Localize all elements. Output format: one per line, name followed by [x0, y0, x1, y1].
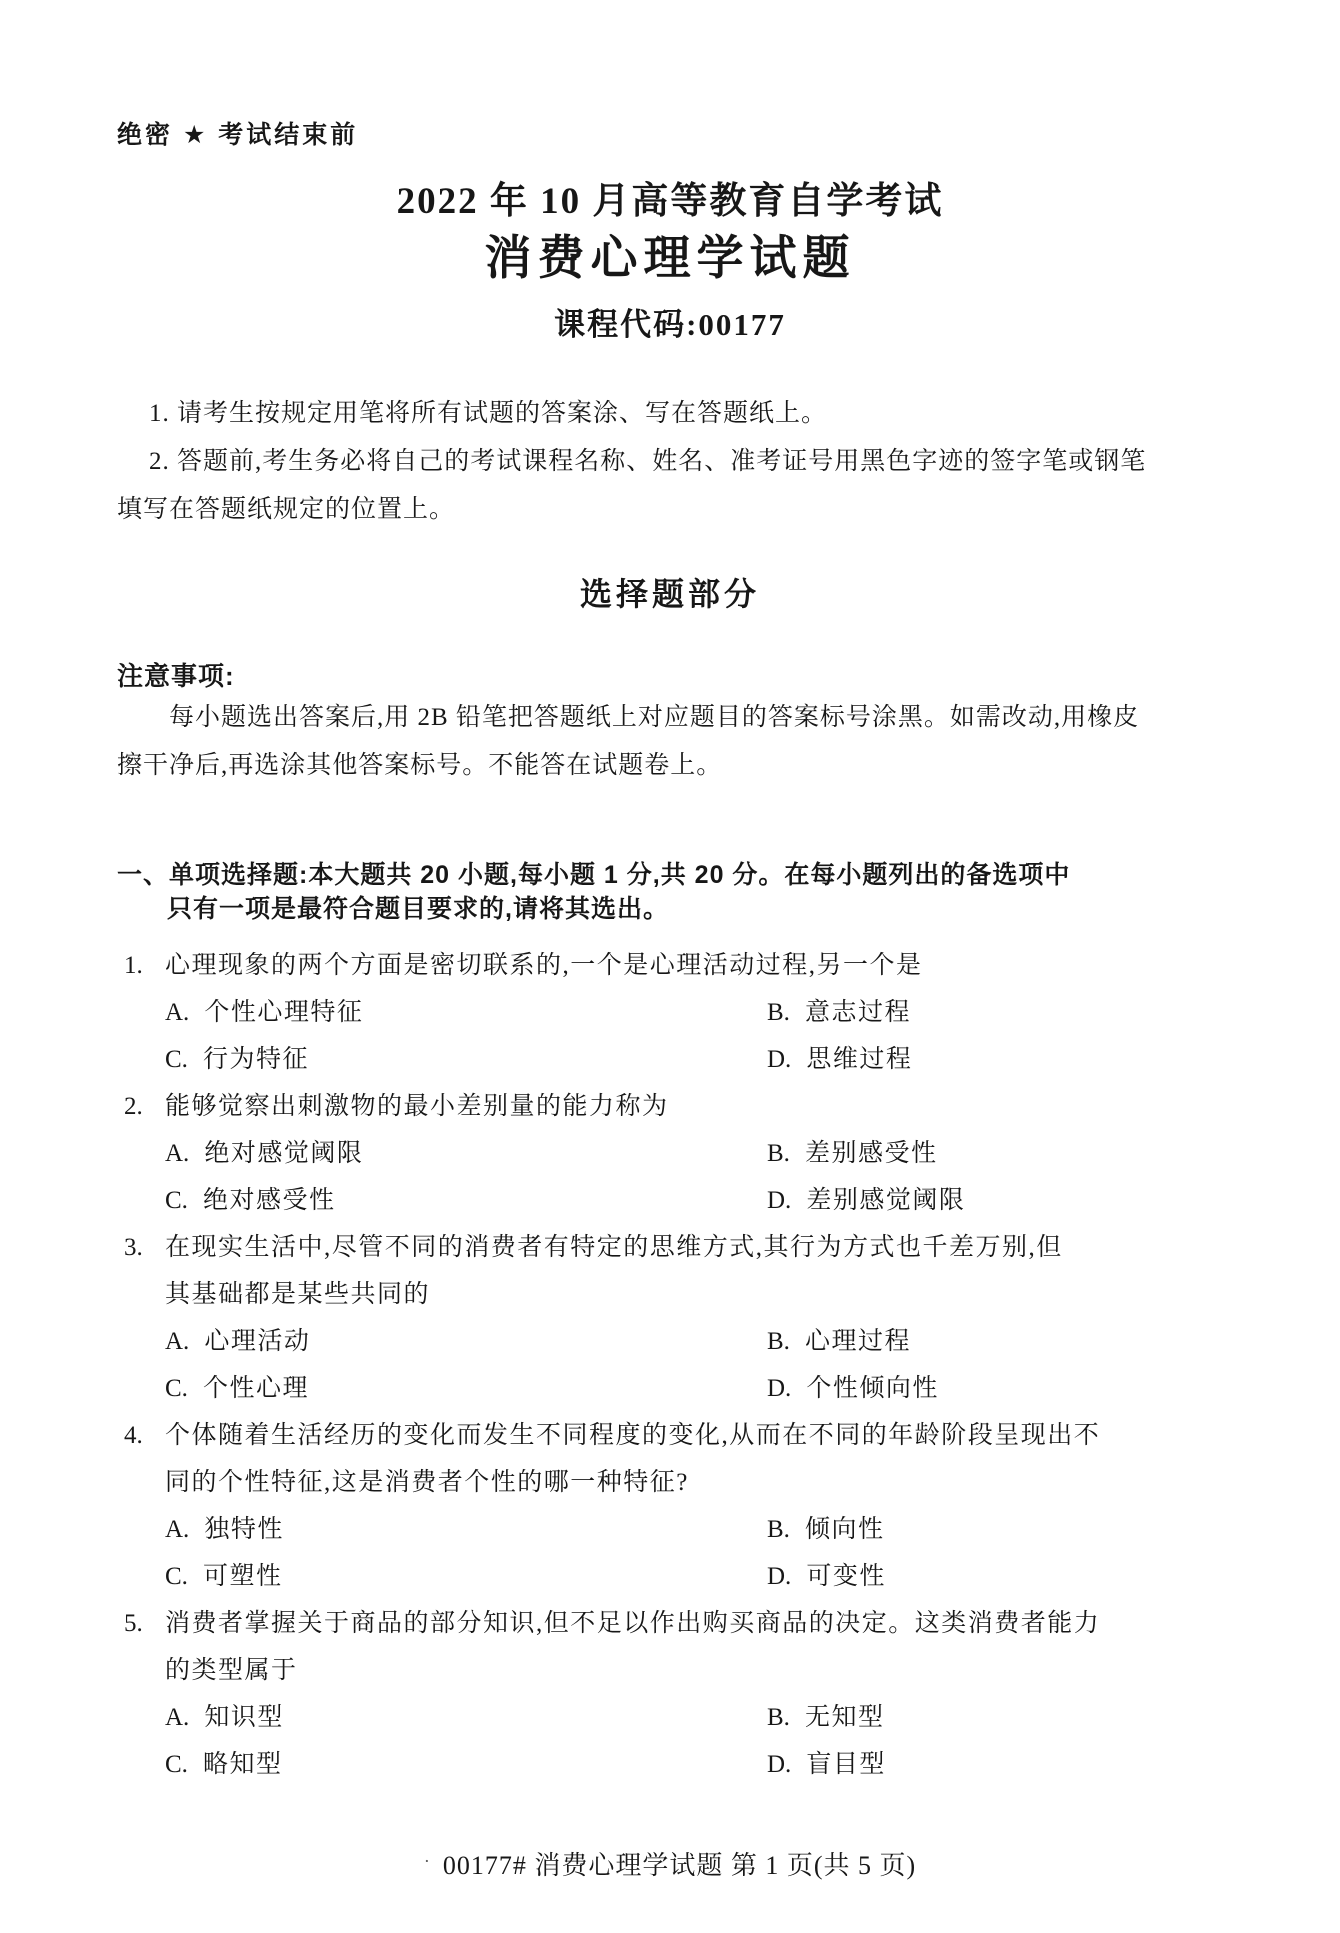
exam-session-title: 2022 年 10 月高等教育自学考试 — [396, 181, 944, 222]
classification-banner: 绝密 ★ 考试结束前 — [117, 121, 359, 149]
option-text: 可变性 — [806, 1563, 886, 1590]
option-C — [165, 1751, 282, 1778]
question-4 — [0, 1412, 1340, 1600]
option-text: 意志过程 — [804, 999, 911, 1026]
option-text: 绝对感觉阈限 — [204, 1140, 364, 1167]
question-text-line — [0, 1083, 1340, 1130]
options-row — [0, 1177, 1340, 1224]
option-text: 盲目型 — [806, 1751, 886, 1778]
question-text: 能够觉察出刺激物的最小差别量的能力称为 — [165, 1093, 669, 1120]
options-row — [0, 1741, 1340, 1788]
question-text: 同的个性特征,这是消费者个性的哪一种特征? — [165, 1469, 689, 1496]
option-letter: D. — [767, 1046, 792, 1073]
option-text: 绝对感受性 — [202, 1187, 336, 1214]
option-C — [165, 1375, 309, 1402]
course-code: 课程代码:00177 — [554, 307, 786, 342]
subject-title: 消费心理学试题 — [484, 231, 856, 284]
option-letter: B. — [767, 999, 790, 1026]
option-letter: B. — [767, 1516, 790, 1543]
option-B — [767, 989, 911, 1036]
question-text-line — [0, 1271, 1340, 1318]
option-text: 倾向性 — [804, 1516, 885, 1543]
option-letter: A. — [165, 1328, 190, 1355]
option-text: 差别感觉阈限 — [806, 1187, 966, 1214]
option-text: 心理活动 — [204, 1328, 311, 1355]
questions-list — [0, 942, 1340, 1788]
question-text-line — [0, 1647, 1340, 1694]
instruction-line: 填写在答题纸规定的位置上。 — [117, 496, 456, 523]
question-number: 4. — [124, 1422, 143, 1449]
instruction-line: 2. 答题前,考生务必将自己的考试课程名称、姓名、准考证号用黑色字迹的签字笔或钢笔 — [149, 448, 1147, 475]
option-letter: A. — [165, 999, 190, 1026]
option-text: 差别感受性 — [804, 1140, 938, 1167]
options-row — [0, 1694, 1340, 1741]
option-text: 行为特征 — [202, 1046, 309, 1073]
section-one-heading — [0, 858, 1340, 926]
option-text: 独特性 — [204, 1516, 284, 1543]
notice-line: 每小题选出答案后,用 2B 铅笔把答题纸上对应题目的答案标号涂黑。如需改动,用橡皮 — [169, 704, 1140, 731]
option-text: 个性心理 — [202, 1375, 309, 1402]
notice-title: 注意事项: — [117, 661, 235, 691]
option-D — [767, 1365, 939, 1412]
question-text: 在现实生活中,尽管不同的消费者有特定的思维方式,其行为方式也千差万别,但 — [165, 1234, 1063, 1261]
option-B — [767, 1130, 937, 1177]
option-letter: D. — [767, 1375, 792, 1402]
question-text-line — [0, 1600, 1340, 1647]
option-C — [165, 1187, 335, 1214]
question-text: 心理现象的两个方面是密切联系的,一个是心理活动过程,另一个是 — [165, 952, 923, 979]
question-number: 3. — [124, 1234, 143, 1261]
question-text: 个体随着生活经历的变化而发生不同程度的变化,从而在不同的年龄阶段呈现出不 — [165, 1422, 1101, 1449]
option-letter: D. — [767, 1563, 792, 1590]
options-row — [0, 1365, 1340, 1412]
option-text: 思维过程 — [806, 1046, 913, 1073]
question-text-line — [0, 942, 1340, 989]
option-letter: B. — [767, 1140, 790, 1167]
general-instructions — [0, 390, 1340, 534]
option-text: 心理过程 — [804, 1328, 911, 1355]
option-B — [767, 1318, 911, 1365]
option-text: 知识型 — [204, 1704, 284, 1731]
option-text: 个性心理特征 — [204, 999, 364, 1026]
notice-paragraph — [0, 694, 1340, 790]
option-letter: C. — [165, 1375, 188, 1402]
option-D — [767, 1741, 886, 1788]
option-A — [165, 1140, 363, 1167]
part-heading: 选择题部分 — [579, 576, 760, 612]
option-A — [165, 1328, 310, 1355]
question-number: 5. — [124, 1610, 143, 1637]
option-A — [165, 1704, 284, 1731]
option-C — [165, 1046, 309, 1073]
question-text-line — [0, 1412, 1340, 1459]
option-B — [767, 1694, 884, 1741]
option-A — [165, 1516, 284, 1543]
question-text: 消费者掌握关于商品的部分知识,但不足以作出购买商品的决定。这类消费者能力 — [165, 1610, 1101, 1637]
scan-artifact-dot: · — [423, 1851, 431, 1871]
option-A — [165, 999, 363, 1026]
option-text: 个性倾向性 — [806, 1375, 939, 1402]
option-letter: C. — [165, 1046, 188, 1073]
option-D — [767, 1553, 886, 1600]
options-row — [0, 1036, 1340, 1083]
question-3 — [0, 1224, 1340, 1412]
options-row — [0, 1130, 1340, 1177]
option-letter: C. — [165, 1751, 188, 1778]
option-letter: A. — [165, 1140, 190, 1167]
option-letter: C. — [165, 1563, 188, 1590]
option-D — [767, 1177, 965, 1224]
options-row — [0, 1553, 1340, 1600]
option-text: 可塑性 — [202, 1563, 283, 1590]
option-letter: A. — [165, 1516, 190, 1543]
footer-text: 00177# 消费心理学试题 第 1 页(共 5 页) — [442, 1851, 917, 1880]
question-number: 1. — [124, 952, 143, 979]
option-D — [767, 1036, 912, 1083]
option-text: 略知型 — [202, 1751, 283, 1778]
section-heading-line: 一、单项选择题:本大题共 20 小题,每小题 1 分,共 20 分。在每小题列出的备选项中 — [117, 861, 1071, 889]
options-row — [0, 1506, 1340, 1553]
option-text: 无知型 — [804, 1704, 885, 1731]
question-2 — [0, 1083, 1340, 1224]
question-number: 2. — [124, 1093, 143, 1120]
question-text-line — [0, 1224, 1340, 1271]
question-1 — [0, 942, 1340, 1083]
question-5 — [0, 1600, 1340, 1788]
option-letter: B. — [767, 1328, 790, 1355]
option-letter: A. — [165, 1704, 190, 1731]
option-letter: D. — [767, 1751, 792, 1778]
question-text: 其基础都是某些共同的 — [165, 1281, 431, 1308]
question-text-line — [0, 1459, 1340, 1506]
options-row — [0, 989, 1340, 1036]
notice-line: 擦干净后,再选涂其他答案标号。不能答在试题卷上。 — [117, 752, 723, 779]
option-letter: D. — [767, 1187, 792, 1214]
option-B — [767, 1506, 884, 1553]
question-text: 的类型属于 — [165, 1657, 298, 1684]
page-footer — [0, 1845, 1340, 1882]
instruction-line: 1. 请考生按规定用笔将所有试题的答案涂、写在答题纸上。 — [149, 400, 828, 427]
options-row — [0, 1318, 1340, 1365]
option-C — [165, 1563, 282, 1590]
option-letter: B. — [767, 1704, 790, 1731]
section-heading-line: 只有一项是最符合题目要求的,请将其选出。 — [167, 895, 669, 923]
option-letter: C. — [165, 1187, 188, 1214]
